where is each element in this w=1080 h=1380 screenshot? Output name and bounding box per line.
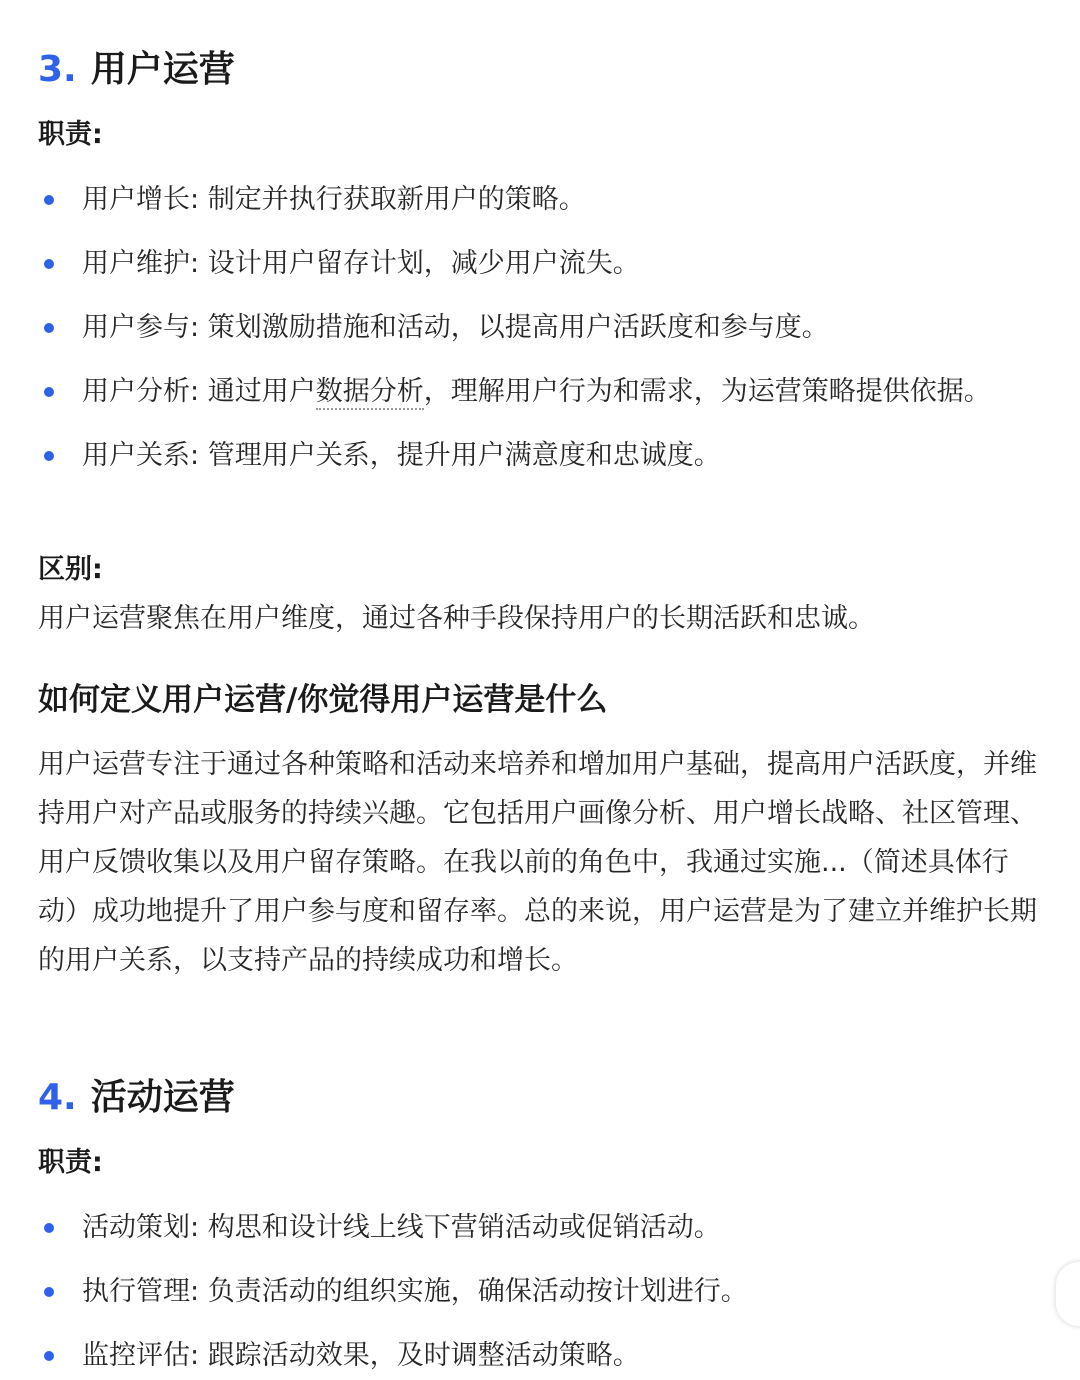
list-item bbox=[38, 1268, 1048, 1316]
duty-text: 构思和设计线上线下营销活动或促销活动。 bbox=[207, 1212, 721, 1243]
bullet-dot-icon bbox=[44, 259, 54, 269]
list-item bbox=[38, 1204, 1048, 1252]
bullet-dot-icon bbox=[44, 1287, 54, 1297]
duty-term: 监控评估: bbox=[82, 1340, 200, 1371]
bullet-dot-icon bbox=[44, 1351, 54, 1361]
list-item bbox=[38, 304, 1048, 352]
duty-term: 用户分析: bbox=[82, 376, 200, 407]
section-3-diff-label: 区别: bbox=[38, 554, 103, 585]
duty-text: 管理用户关系，提升用户满意度和忠诚度。 bbox=[207, 440, 721, 471]
list-item bbox=[38, 1332, 1048, 1380]
section-3-title bbox=[38, 46, 235, 94]
bullet-dot-icon bbox=[44, 1223, 54, 1233]
duty-term: 用户参与: bbox=[82, 312, 200, 343]
duty-term: 用户增长: bbox=[82, 184, 200, 215]
duty-text-post: ，理解用户行为和需求，为运营策略提供依据。 bbox=[423, 376, 991, 407]
section-4-duties-label: 职责: bbox=[38, 1147, 103, 1178]
duty-term: 执行管理: bbox=[82, 1276, 200, 1307]
section-3-diff-text: 用户运营聚焦在用户维度，通过各种手段保持用户的长期活跃和忠诚。 bbox=[38, 603, 875, 634]
section-3-number: 3. bbox=[38, 49, 77, 90]
list-item bbox=[38, 240, 1048, 288]
section-3-duties-label: 职责: bbox=[38, 119, 103, 150]
section-4-number: 4. bbox=[38, 1077, 77, 1118]
bullet-dot-icon bbox=[44, 323, 54, 333]
definition-heading: 如何定义用户运营/你觉得用户运营是什么 bbox=[38, 682, 608, 718]
duty-term: 用户关系: bbox=[82, 440, 200, 471]
bullet-dot-icon bbox=[44, 451, 54, 461]
section-3-title-text: 用户运营 bbox=[90, 49, 235, 90]
duty-term: 活动策划: bbox=[82, 1212, 200, 1243]
section-4-duties-list bbox=[38, 1204, 1048, 1380]
duty-text: 制定并执行获取新用户的策略。 bbox=[207, 184, 586, 215]
definition-paragraph: 用户运营专注于通过各种策略和活动来培养和增加用户基础，提高用户活跃度，并维持用户对产品或服务的持续兴趣。它包括用户画像分析、用户增长战略、社区管理、用户反馈收集以及用户留存策略。在我以前的角色中，我通过实施...（简述具体行动）成功地提升了用户参与度和留存率。总的来说，用户运营是为了建立并维护长期的用户关系，以支持产品的持续成功和增长。 bbox=[38, 749, 1037, 976]
data-analysis-link[interactable]: 数据分析 bbox=[316, 376, 424, 410]
duty-text: 跟踪活动效果，及时调整活动策略。 bbox=[207, 1340, 640, 1371]
section-4-title-text: 活动运营 bbox=[90, 1077, 235, 1118]
scroll-to-bottom-button[interactable] bbox=[1056, 1262, 1080, 1326]
duty-term: 用户维护: bbox=[82, 248, 200, 279]
list-item bbox=[38, 176, 1048, 224]
duty-text-pre: 通过用户 bbox=[207, 376, 316, 407]
section-4-title bbox=[38, 1074, 235, 1122]
list-item bbox=[38, 432, 1048, 480]
bullet-dot-icon bbox=[44, 195, 54, 205]
section-3-duties-list bbox=[38, 176, 1048, 480]
duty-text: 负责活动的组织实施，确保活动按计划进行。 bbox=[207, 1276, 748, 1307]
duty-text: 策划激励措施和活动，以提高用户活跃度和参与度。 bbox=[207, 312, 829, 343]
duty-text: 设计用户留存计划，减少用户流失。 bbox=[207, 248, 640, 279]
list-item bbox=[38, 368, 1048, 416]
bullet-dot-icon bbox=[44, 387, 54, 397]
